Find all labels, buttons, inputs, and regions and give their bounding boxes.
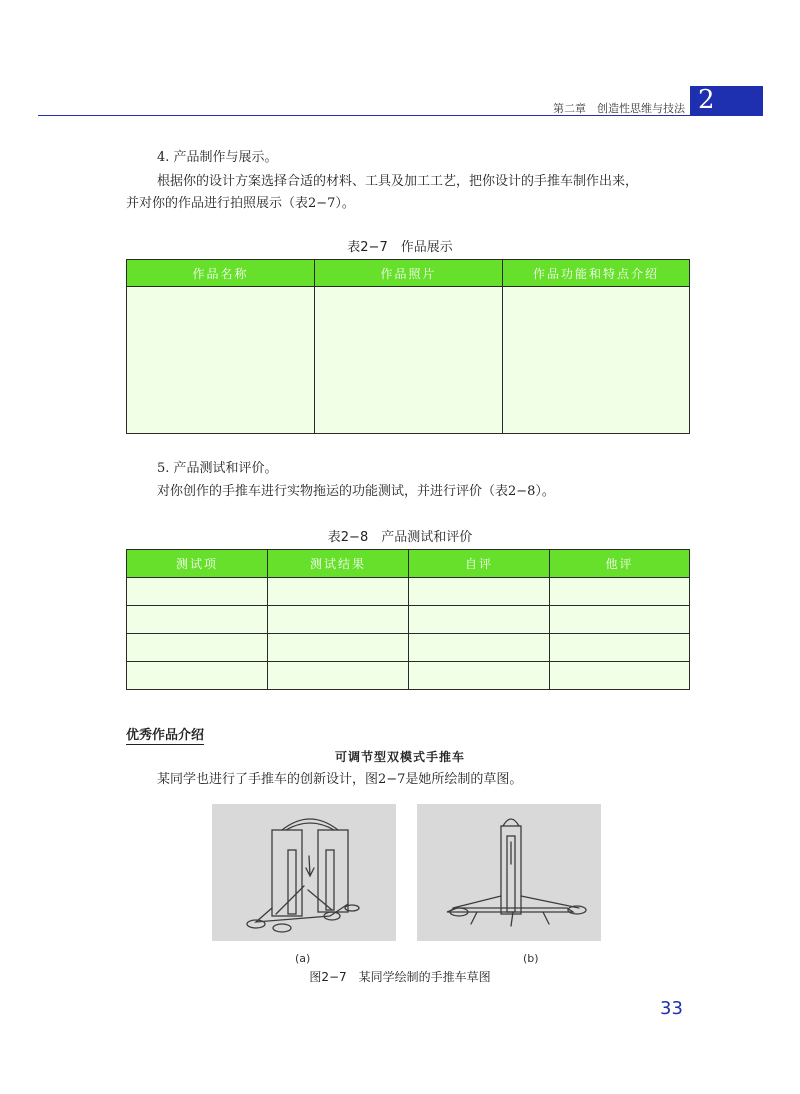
table7-cell — [315, 287, 503, 434]
showcase-subtitle: 可调节型双模式手推车 — [334, 750, 465, 764]
showcase-body: 某同学也进行了手推车的创新设计，图2−7是她所绘制的草图。 — [157, 772, 523, 787]
section4-body-line2: 并对你的作品进行拍照展示（表2−7）。 — [126, 196, 355, 211]
table-row — [127, 634, 690, 662]
table8-header-peer: 他评 — [550, 550, 690, 578]
page-number: 33 — [660, 998, 683, 1019]
table-row — [127, 662, 690, 690]
showcase-title: 优秀作品介绍 — [126, 724, 204, 745]
table-row — [127, 578, 690, 606]
table7-header-photo: 作品照片 — [315, 260, 503, 287]
table8-header-item: 测试项 — [127, 550, 268, 578]
sketch-label-a: (a) — [295, 952, 311, 965]
table7-caption: 表2−7 作品展示 — [347, 240, 453, 255]
sketch-a-drawing — [212, 804, 396, 941]
sketch-label-b: (b) — [523, 952, 539, 965]
table7-header-features: 作品功能和特点介绍 — [503, 260, 690, 287]
sketch-image-a — [212, 804, 396, 941]
table7-cell — [127, 287, 315, 434]
sketch-image-b — [417, 804, 601, 941]
header-rule — [38, 115, 763, 116]
table8-caption: 表2−8 产品测试和评价 — [327, 530, 473, 545]
chapter-header-text: 第二章 创造性思维与技法 — [553, 102, 685, 115]
sketch-b-drawing — [417, 804, 601, 941]
table-2-7 — [126, 259, 690, 434]
table7-header-name: 作品名称 — [127, 260, 315, 287]
section4-heading: 4. 产品制作与展示。 — [157, 150, 278, 165]
section4-body-line1: 根据你的设计方案选择合适的材料、工具及加工工艺，把你设计的手推车制作出来， — [157, 174, 639, 189]
figure-caption: 图2−7 某同学绘制的手推车草图 — [309, 970, 491, 984]
section5-body: 对你创作的手推车进行实物拖运的功能测试，并进行评价（表2−8）。 — [157, 484, 555, 499]
table7-cell — [503, 287, 690, 434]
table-2-8 — [126, 549, 690, 690]
table8-header-result: 测试结果 — [268, 550, 409, 578]
section5-heading: 5. 产品测试和评价。 — [157, 461, 278, 476]
chapter-number-badge: 2 — [690, 86, 763, 115]
table8-header-self: 自评 — [409, 550, 550, 578]
table-row — [127, 606, 690, 634]
